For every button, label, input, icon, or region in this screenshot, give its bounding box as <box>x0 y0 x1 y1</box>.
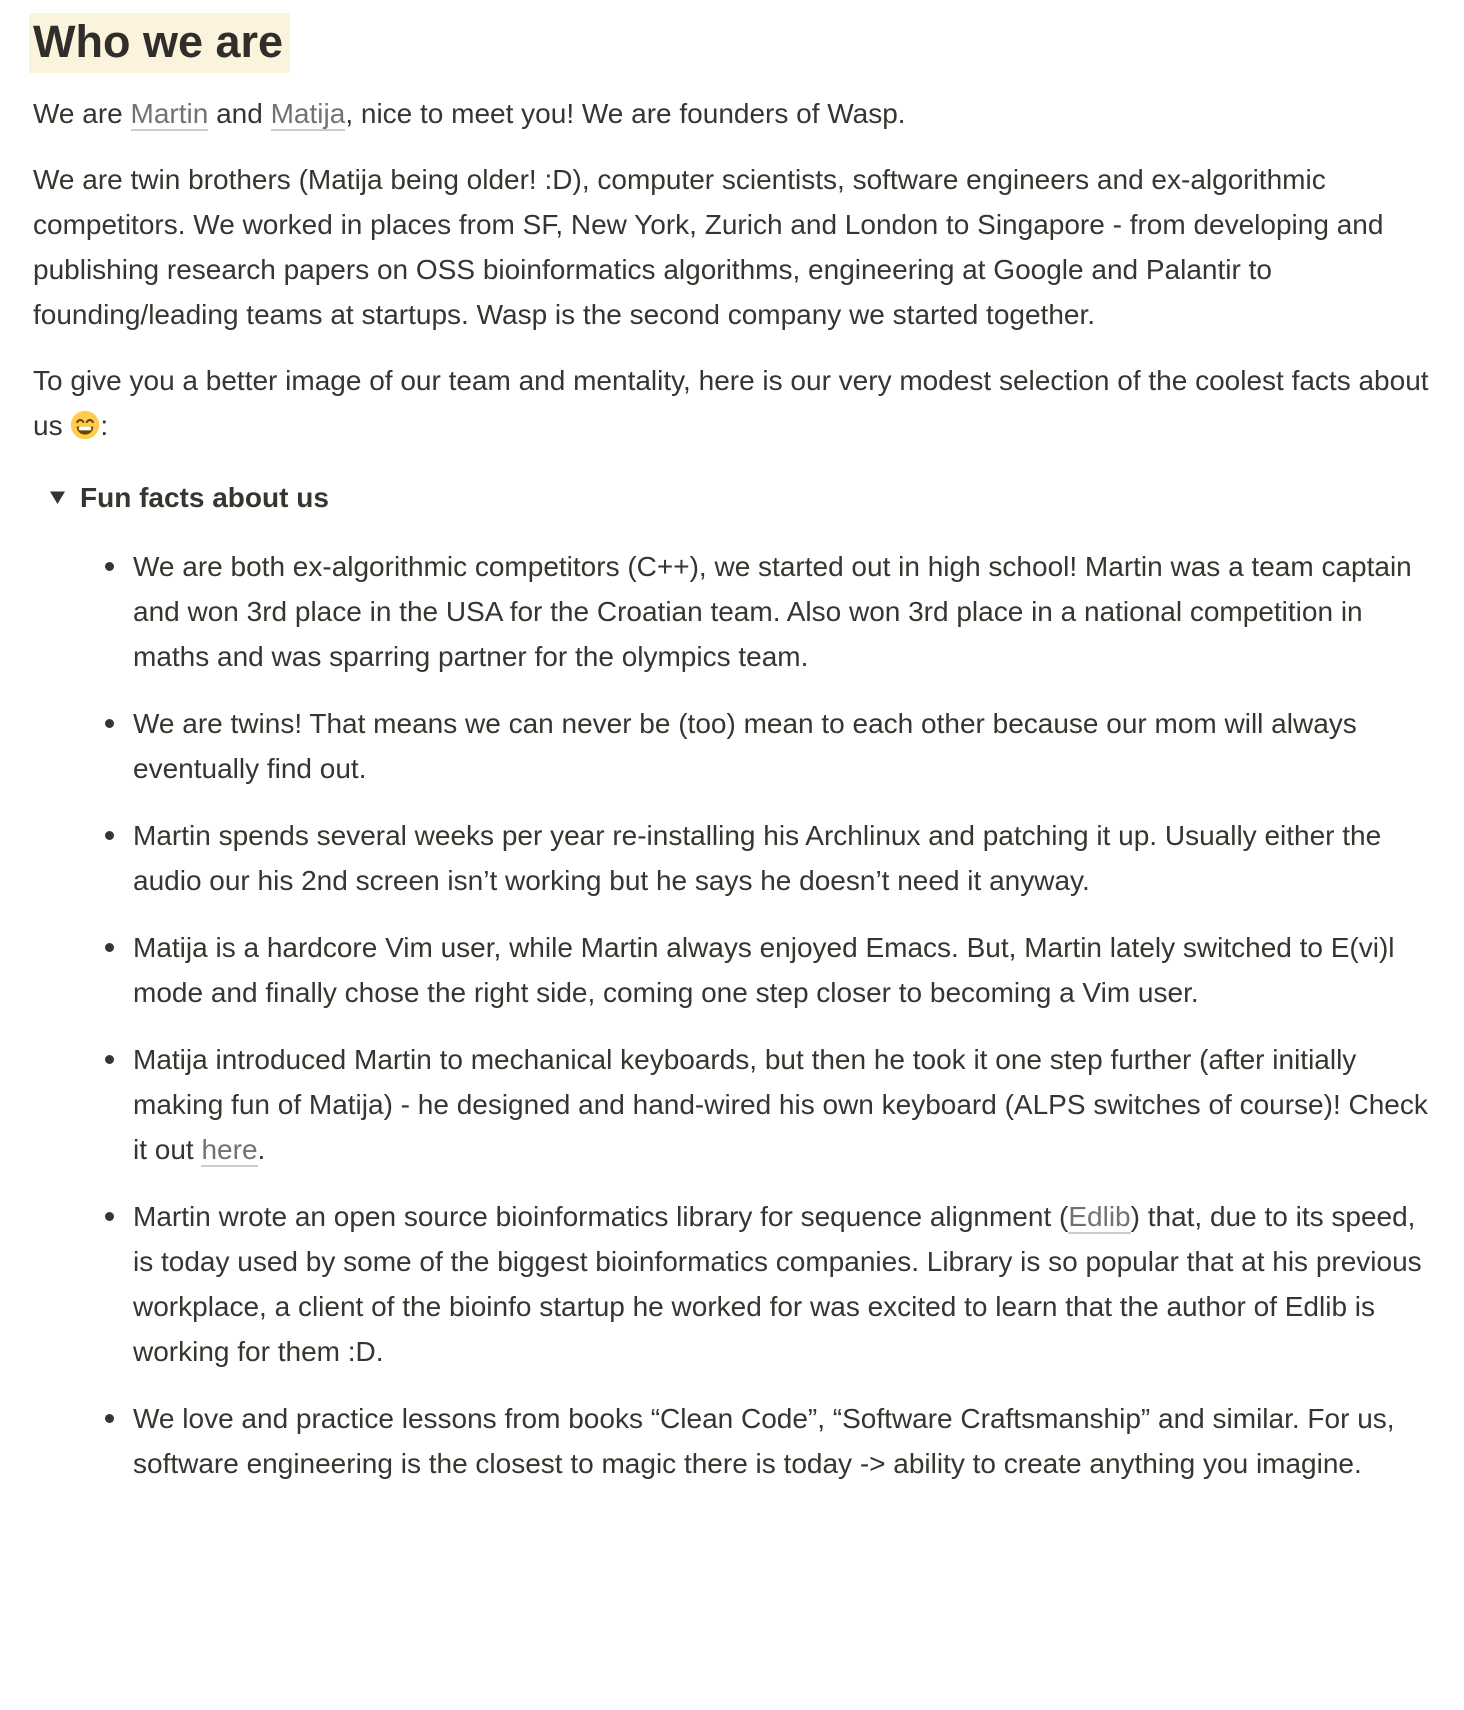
text-segment: Martin spends several weeks per year re-installing his Archlinux and patching it up. Usually either the audio our his 2nd screen isn’t working but he says he doesn’t need it anyway. <box>133 820 1382 897</box>
fun-fact-text <box>133 701 1434 791</box>
text-segment: We love and practice lessons from books “Clean Code”, “Software Craftsmanship” and similar. For us, software engineering is the closest to magic there is today -> ability to create anything you imagine. <box>133 1403 1395 1480</box>
page-title: Who we are <box>29 13 290 73</box>
martin-link[interactable]: Martin <box>130 98 209 130</box>
text-segment: , nice to meet you! We are founders of Wasp. <box>345 98 906 130</box>
fun-fact-text <box>133 1396 1434 1486</box>
fun-facts-toggle-block <box>33 475 1434 1486</box>
bullet-icon <box>105 1055 114 1064</box>
matija-link[interactable]: Matija <box>270 98 346 130</box>
lead-in-paragraph <box>33 358 1434 448</box>
toggle-open-triangle-icon[interactable] <box>43 484 71 512</box>
intro-paragraph <box>33 91 1434 136</box>
fun-fact-item <box>33 1396 1434 1486</box>
fun-fact-item <box>33 813 1434 903</box>
bullet-icon <box>105 1414 114 1423</box>
fun-fact-text <box>133 1037 1434 1172</box>
text-segment: Martin wrote an open source bioinformatics library for sequence alignment ( <box>133 1201 1069 1233</box>
text-segment: and <box>208 98 271 130</box>
text-segment: ) that, due to its speed, is today used by some of the biggest bioinformatics companies. Library is so popular that at his previous workplace, a client of the bioinfo startup he worked for was excited to learn that the author of Edlib is working for them :D. <box>133 1201 1422 1368</box>
text-segment: We are both ex-algorithmic competitors (C++), we started out in high school! Martin was a team captain and won 3rd place in the USA for the Croatian team. Also won 3rd place in a national competition in maths and was sparring partner for the olympics team. <box>133 551 1412 673</box>
bullet-icon <box>105 719 114 728</box>
fun-facts-toggle-label: Fun facts about us <box>80 482 329 514</box>
fun-fact-item <box>33 701 1434 791</box>
fun-fact-text <box>133 813 1434 903</box>
fun-facts-list <box>33 544 1434 1486</box>
text-segment: Matija is a hardcore Vim user, while Martin always enjoyed Emacs. But, Martin lately switched to E(vi)l mode and finally chose the right side, coming one step closer to becoming a Vim user. <box>133 932 1395 1009</box>
fun-fact-text <box>133 925 1434 1015</box>
text-segment: Matija introduced Martin to mechanical keyboards, but then he took it one step further (after initially making fun of Matija) - he designed and hand-wired his own keyboard (ALPS switches of course)! Check it out <box>133 1044 1428 1166</box>
bio-paragraph: We are twin brothers (Matija being older! :D), computer scientists, software engineers and ex-algorithmic competitors. We worked in places from SF, New York, Zurich and London to Singapore - from developing and publishing research papers on OSS bioinformatics algorithms, engineering at Google and Palantir to founding/leading teams at startups. Wasp is the second company we started together. <box>33 164 1384 331</box>
fun-fact-item <box>33 544 1434 679</box>
fun-fact-item <box>33 925 1434 1015</box>
text-segment: We are twins! That means we can never be (too) mean to each other because our mom will always eventually find out. <box>133 708 1357 785</box>
grinning-face-emoji <box>70 410 100 440</box>
fun-fact-text <box>133 1194 1434 1374</box>
fun-facts-toggle-header[interactable] <box>33 475 1434 520</box>
bullet-icon <box>105 1212 114 1221</box>
text-segment: We are <box>33 98 131 130</box>
bullet-icon <box>105 562 114 571</box>
fun-fact-item <box>33 1194 1434 1374</box>
keyboard-here-link[interactable]: here <box>201 1134 258 1166</box>
edlib-link[interactable]: Edlib <box>1068 1201 1131 1233</box>
text-segment: : <box>100 410 109 442</box>
bullet-icon <box>105 831 114 840</box>
fun-fact-text <box>133 544 1434 679</box>
fun-fact-item <box>33 1037 1434 1172</box>
bullet-icon <box>105 943 114 952</box>
text-segment: . <box>257 1134 266 1166</box>
text-segment: To give you a better image of our team and mentality, here is our very modest selection of the coolest facts about us <box>33 365 1429 442</box>
